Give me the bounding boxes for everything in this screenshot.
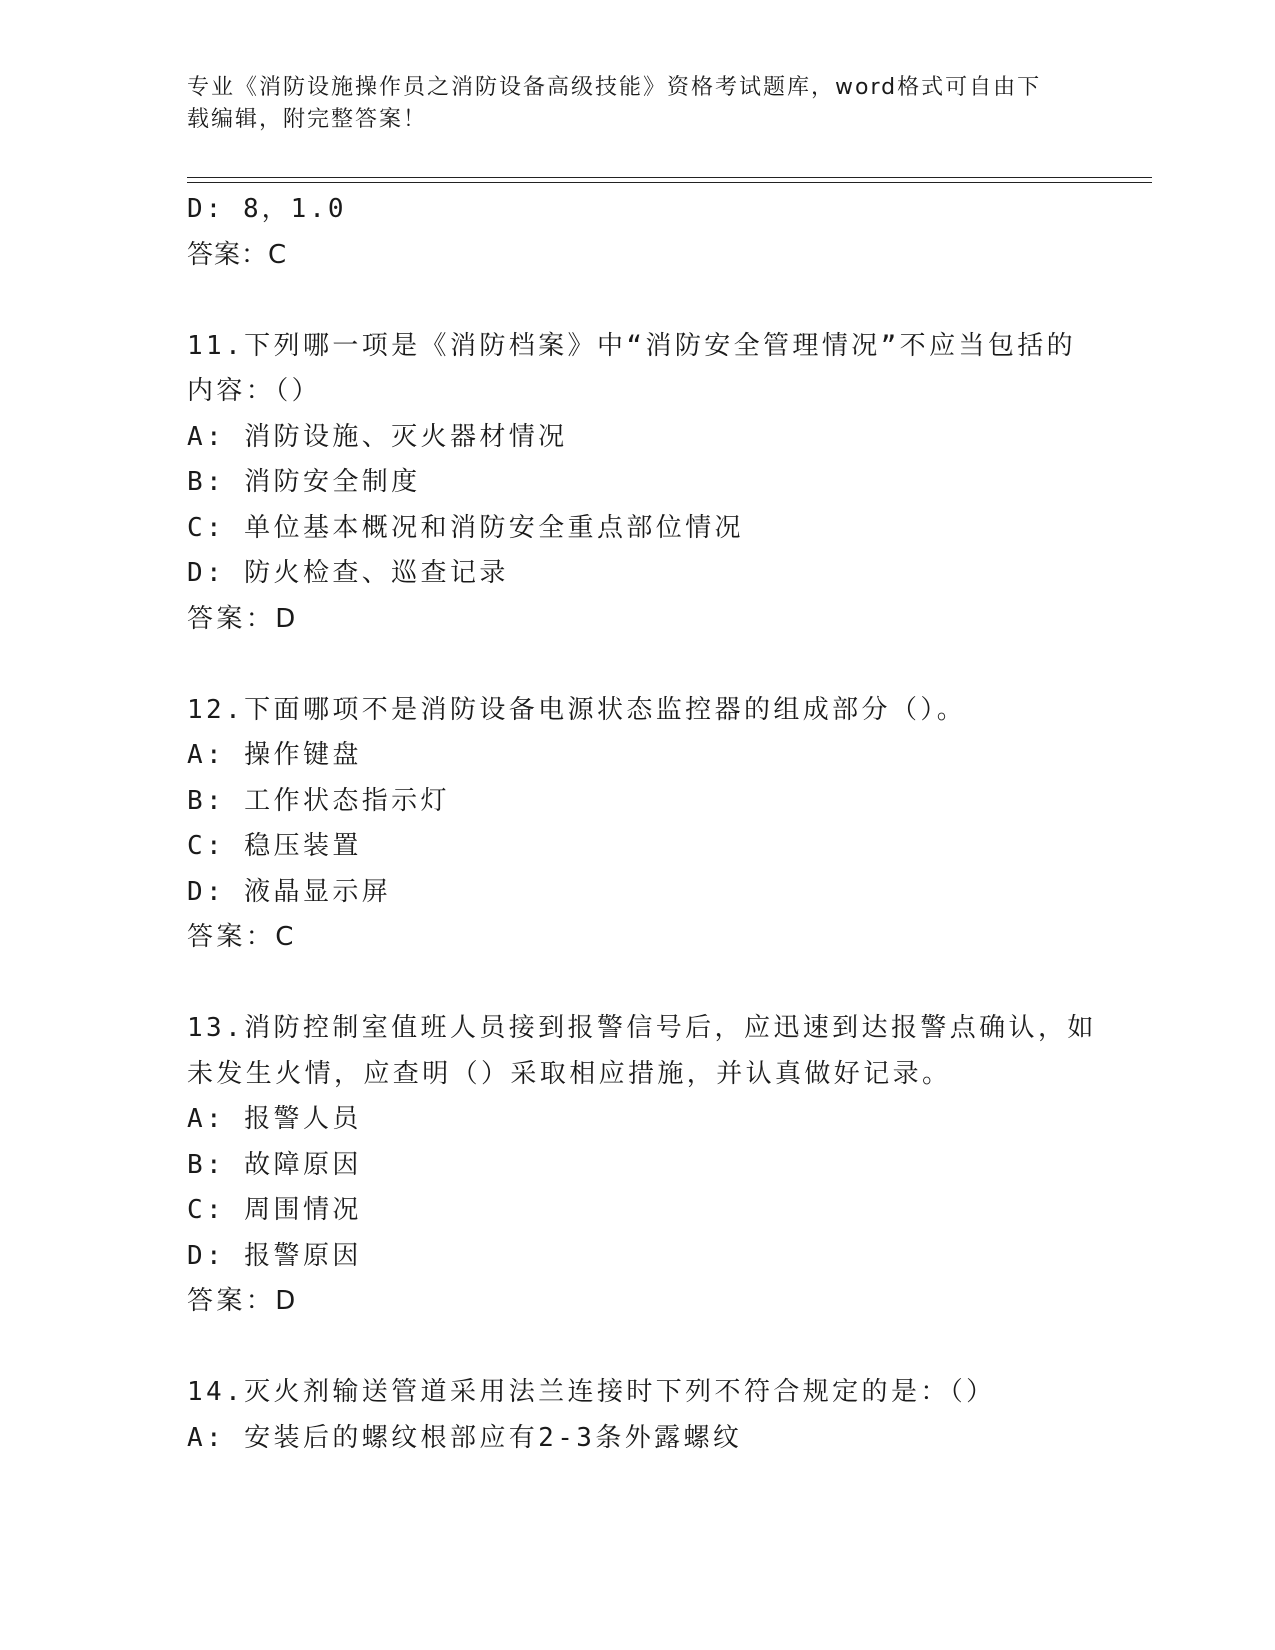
option-b: B: 故障原因 [187, 1149, 362, 1180]
answer-line: 答案：C [187, 239, 288, 270]
header-line-1: 专业《消防设施操作员之消防设备高级技能》资格考试题库，word格式可自由下 [187, 75, 1042, 100]
spacer [187, 961, 1087, 1007]
answer-line: 答案：D [187, 603, 299, 634]
option-b: B: 消防安全制度 [187, 467, 421, 497]
question-stem-line: 内容：（） [187, 376, 322, 406]
spacer [187, 1325, 1087, 1371]
page-header [187, 72, 1087, 136]
question-stem-line: 14.灭火剂输送管道采用法兰连接时下列不符合规定的是：（） [187, 1377, 996, 1407]
header-rule-bottom [187, 182, 1152, 183]
option-b: B: 工作状态指示灯 [187, 785, 450, 816]
option-d: D: 8，1.0 [187, 194, 347, 224]
document-body [187, 187, 1097, 1461]
question-stem-line: 12.下面哪项不是消防设备电源状态监控器的组成部分（）。 [187, 694, 967, 725]
spacer [187, 642, 1087, 688]
option-a: A: 报警人员 [187, 1104, 362, 1134]
question-12 [187, 688, 1087, 961]
question-13 [187, 1006, 1097, 1325]
question-stem-line: 13.消防控制室值班人员接到报警信号后，应迅速到达报警点确认，如 [187, 1013, 1097, 1043]
header-rule-top [187, 177, 1152, 178]
spacer [187, 278, 1087, 324]
option-a: A: 消防设施、灭火器材情况 [187, 421, 568, 452]
option-d: D: 液晶显示屏 [187, 876, 392, 907]
header-line-2: 载编辑，附完整答案！ [187, 107, 428, 132]
question-stem-line: 未发生火情，应查明（）采取相应措施，并认真做好记录。 [187, 1058, 952, 1089]
question-stem-line: 11.下列哪一项是《消防档案》中“消防安全管理情况”不应当包括的 [187, 330, 1077, 361]
option-d: D: 报警原因 [187, 1240, 362, 1271]
option-a: A: 安装后的螺纹根部应有2-3条外露螺纹 [187, 1422, 743, 1453]
option-c: C: 单位基本概况和消防安全重点部位情况 [187, 512, 744, 543]
answer-line: 答案：C [187, 922, 297, 952]
option-c: C: 周围情况 [187, 1195, 362, 1225]
option-a: A: 操作键盘 [187, 740, 362, 770]
option-d: D: 防火检查、巡查记录 [187, 558, 509, 588]
question-14 [187, 1370, 1087, 1461]
question-11 [187, 324, 1087, 643]
answer-line: 答案：D [187, 1286, 299, 1316]
option-c: C: 稳压装置 [187, 831, 362, 861]
